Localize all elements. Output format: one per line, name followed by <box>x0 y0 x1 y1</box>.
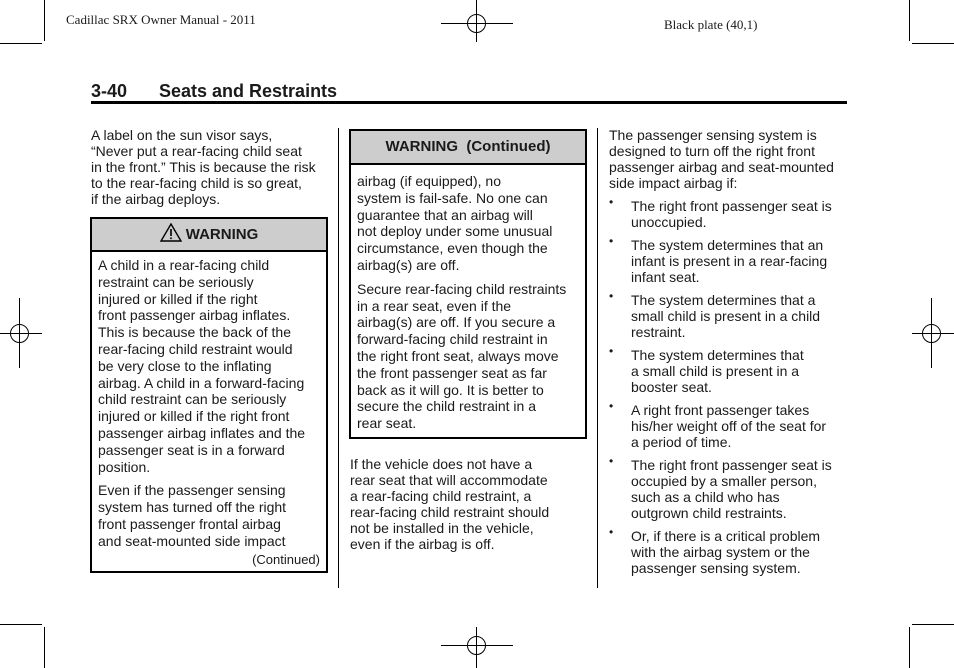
warning-continued-box <box>349 129 587 439</box>
crop-mark <box>912 43 954 44</box>
warning-body <box>351 165 585 432</box>
crop-mark <box>44 0 45 41</box>
text-line: The system determines that <box>631 347 804 363</box>
header-rule <box>91 101 847 104</box>
text-line: rear seat. <box>357 415 417 432</box>
text-line: infant seat. <box>631 269 700 285</box>
text-line: rear-facing child restraint should <box>350 504 550 520</box>
warning-box <box>90 217 328 573</box>
text-line: The right front passenger seat is <box>631 457 832 473</box>
text-line: even if the airbag is off. <box>350 536 495 552</box>
text-line: The system determines that an <box>631 237 824 253</box>
text-line: forward-facing child restraint in <box>357 331 548 348</box>
text-line: position. <box>98 458 151 475</box>
text-line: occupied by a smaller person, <box>631 473 817 489</box>
text-line: A label on the sun visor says, <box>91 127 273 143</box>
plate-label: Black plate (40,1) <box>664 17 758 32</box>
bullet: • <box>609 525 614 539</box>
bullet: • <box>609 195 614 209</box>
crop-mark <box>912 624 954 625</box>
continued-label: (Continued) <box>252 551 320 567</box>
warning-header <box>92 219 326 252</box>
text-line: booster seat. <box>631 379 712 395</box>
text-line: passenger airbag and seat-mounted <box>609 159 834 175</box>
text-line: rear seat that will accommodate <box>350 472 548 488</box>
text-line: a period of time. <box>631 434 732 450</box>
text-line: rear-facing child restraint would <box>98 340 293 357</box>
text-line: outgrown child restraints. <box>631 505 787 521</box>
text-line: front passenger frontal airbag <box>98 515 281 532</box>
manual-title: Cadillac SRX Owner Manual - 2011 <box>66 12 256 27</box>
text-line: side impact airbag if: <box>609 175 738 191</box>
list-item <box>609 454 854 521</box>
text-line: child restraint can be seriously <box>98 391 287 408</box>
section-title: Seats and Restraints <box>159 81 338 101</box>
text-line: infant is present in a rear-facing <box>631 253 828 269</box>
text-line: such as a child who has <box>631 489 780 505</box>
text-line: in the front.” This is because the risk <box>91 159 316 175</box>
text-line: a small child is present in a <box>631 363 800 379</box>
bullet: • <box>609 234 614 248</box>
text-line: This is because the back of the <box>98 324 291 341</box>
text-line: restraint can be seriously <box>98 273 254 290</box>
text-line: airbag (if equipped), no <box>357 173 501 189</box>
text-line: the right front seat, always move <box>357 347 559 364</box>
text-line: passenger seat is in a forward <box>98 441 285 458</box>
text-line: injured or killed if the right front <box>98 408 290 425</box>
text-line: the front passenger seat as far <box>357 364 547 381</box>
crop-mark <box>909 0 910 41</box>
text-line: secure the child restraint in a <box>357 398 536 415</box>
list-item <box>609 234 854 285</box>
text-line: system is fail-safe. No one can <box>357 189 548 206</box>
text-line: circumstance, even though the <box>357 240 548 257</box>
warning-triangle-icon <box>160 223 182 242</box>
warning-body <box>92 252 326 568</box>
text-line: injured or killed if the right <box>98 290 258 307</box>
col3-intro <box>609 127 854 191</box>
text-line: not deploy under some unusual <box>357 223 553 240</box>
text-line: in a rear seat, even if the <box>357 297 512 314</box>
column-divider <box>338 128 339 588</box>
text-line: not be installed in the vehicle, <box>350 520 534 536</box>
text-line: small child is present in a child <box>631 308 821 324</box>
list-item <box>609 195 854 230</box>
text-line: front passenger airbag inflates. <box>98 307 291 324</box>
warning-paragraph <box>357 173 579 274</box>
text-line: system has turned off the right <box>98 499 287 516</box>
bullet: • <box>609 344 614 358</box>
warning-paragraph <box>98 482 320 549</box>
crop-mark <box>44 627 45 668</box>
text-line: guarantee that an airbag will <box>357 206 533 223</box>
text-line: with the airbag system or the <box>631 544 810 560</box>
bullet: • <box>609 289 614 303</box>
warning-header <box>351 131 585 165</box>
condition-list <box>609 195 854 583</box>
col1-intro <box>91 127 331 207</box>
text-line: and seat-mounted side impact <box>98 532 286 549</box>
text-line: restraint. <box>631 324 686 340</box>
crop-mark <box>0 624 42 625</box>
page-number: 3-40 <box>91 81 128 101</box>
text-line: Secure rear-facing child restraints <box>357 280 567 297</box>
text-line: The system determines that a <box>631 292 816 308</box>
warning-title: WARNING <box>185 226 259 243</box>
text-line: A right front passenger takes <box>631 402 810 418</box>
text-line: “Never put a rear-facing child seat <box>91 143 302 159</box>
text-line: If the vehicle does not have a <box>350 456 533 472</box>
text-line: back as it will go. It is better to <box>357 381 544 398</box>
text-line: be very close to the inflating <box>98 357 272 374</box>
text-line: if the airbag deploys. <box>91 191 221 207</box>
text-line: a rear-facing child restraint, a <box>350 488 532 504</box>
text-line: The right front passenger seat is <box>631 198 832 214</box>
bullet: • <box>609 399 614 413</box>
section-heading <box>91 81 337 102</box>
column-divider <box>597 128 598 588</box>
text-line: airbag(s) are off. If you secure a <box>357 314 556 331</box>
col2-paragraph <box>350 456 590 552</box>
text-line: passenger airbag inflates and the <box>98 424 306 441</box>
text-line: designed to turn off the right front <box>609 143 815 159</box>
bullet: • <box>609 454 614 468</box>
list-item <box>609 344 854 395</box>
crop-mark <box>909 627 910 668</box>
text-line: Even if the passenger sensing <box>98 482 286 499</box>
text-line: unoccupied. <box>631 214 707 230</box>
warning-paragraph <box>357 281 579 432</box>
text-line: The passenger sensing system is <box>609 127 817 143</box>
crop-mark <box>0 43 42 44</box>
text-line: airbag. A child in a forward-facing <box>98 374 305 391</box>
text-line: Or, if there is a critical problem <box>631 528 821 544</box>
text-line: to the rear-facing child is so great, <box>91 175 302 191</box>
text-line: A child in a rear-facing child <box>98 257 270 273</box>
text-line: airbag(s) are off. <box>357 256 460 273</box>
list-item <box>609 399 854 450</box>
list-item <box>609 289 854 340</box>
list-item <box>609 525 854 576</box>
text-line: his/her weight off of the seat for <box>631 418 827 434</box>
text-line: passenger sensing system. <box>631 560 801 576</box>
warning-paragraph <box>98 257 320 475</box>
warning-title: WARNING (Continued) <box>385 138 551 155</box>
